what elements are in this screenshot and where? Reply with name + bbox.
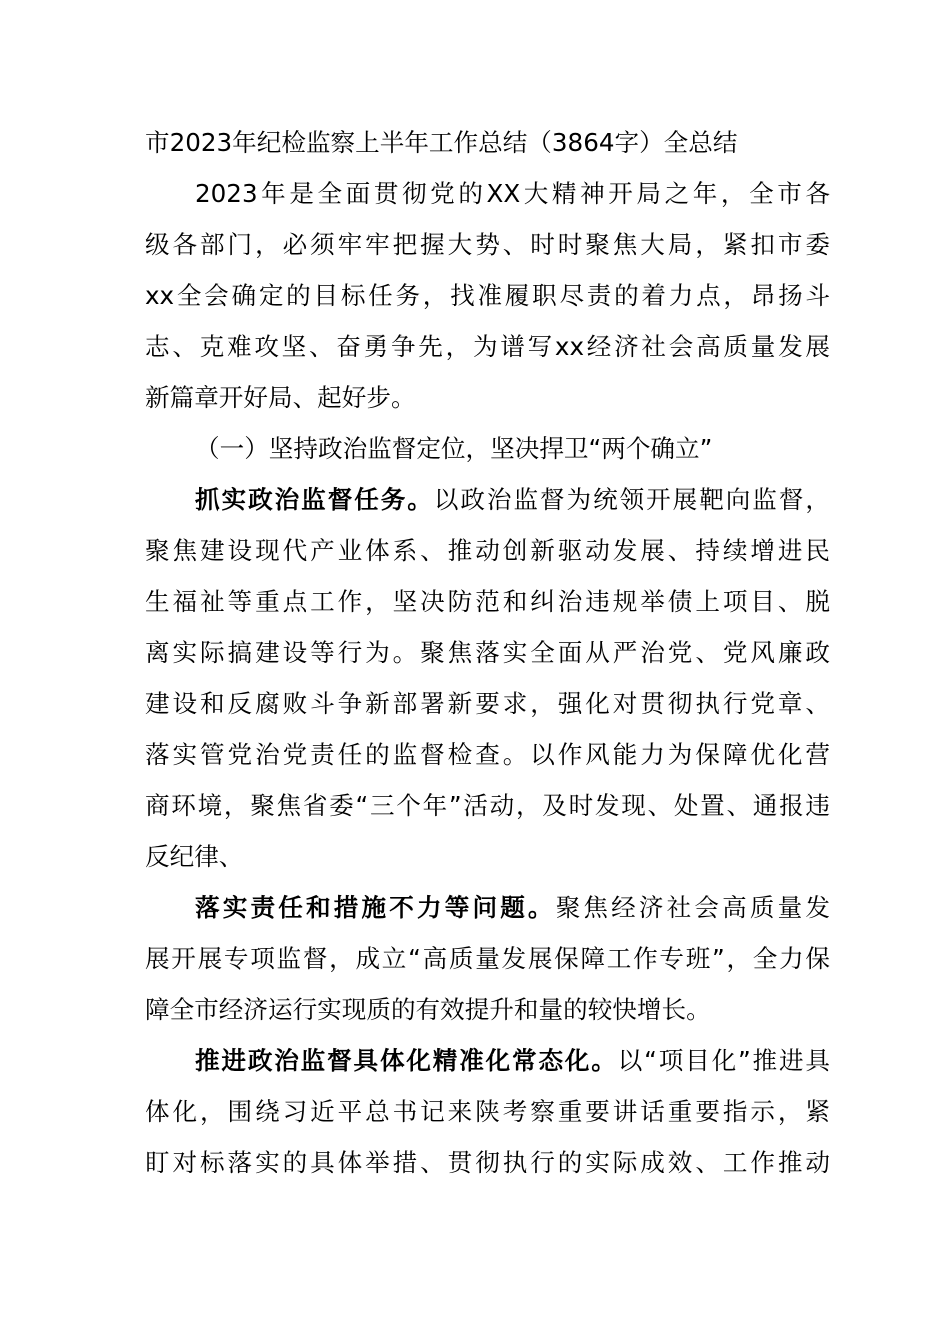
- paragraph-line: 障全市经济运行实现质的有效提升和量的较快增长。: [145, 995, 711, 1024]
- paragraph-line: 商环境，聚焦省委“三个年”活动，及时发现、处置、通报违: [145, 791, 830, 820]
- paragraph-line: 盯对标落实的具体举措、贯彻执行的实际成效、工作推动: [145, 1148, 830, 1177]
- paragraph-lead: 推进政治监督具体化精准化常态化。: [195, 1046, 618, 1075]
- paragraph-line: 聚焦建设现代产业体系、推动创新驱动发展、持续增进民: [145, 536, 830, 565]
- paragraph-line: 体化，围绕习近平总书记来陕考察重要讲话重要指示，紧: [145, 1097, 830, 1126]
- paragraph-line: 离实际搞建设等行为。聚焦落实全面从严治党、党风廉政: [145, 638, 830, 667]
- paragraph-lead: 落实责任和措施不力等问题。: [195, 893, 556, 922]
- paragraph-line: 反纪律、: [145, 842, 244, 871]
- paragraph-first-line: [145, 474, 830, 525]
- intro-line: 新篇章开好局、起好步。: [145, 383, 416, 412]
- intro-line: 2023年是全面贯彻党的XX大精神开局之年，全市各: [195, 179, 830, 208]
- section-heading: （一）坚持政治监督定位，坚决捍卫“两个确立”: [195, 434, 713, 463]
- paragraph-line: 生福祉等重点工作，坚决防范和纠治违规举债上项目、脱: [145, 587, 830, 616]
- paragraph-first-line: [145, 882, 830, 933]
- intro-line: xx全会确定的目标任务，找准履职尽责的着力点，昂扬斗: [145, 281, 830, 310]
- paragraph-line: 建设和反腐败斗争新部署新要求，强化对贯彻执行党章、: [145, 689, 830, 718]
- paragraph-text: 聚焦经济社会高质量发: [555, 893, 830, 922]
- paragraph-line: 落实管党治党责任的监督检查。以作风能力为保障优化营: [145, 740, 830, 769]
- intro-line: 级各部门，必须牢牢把握大势、时时聚焦大局，紧扣市委: [145, 230, 830, 259]
- paragraph-lead: 抓实政治监督任务。: [195, 485, 434, 514]
- intro-line: 志、克难攻坚、奋勇争先，为谱写xx经济社会高质量发展: [145, 332, 830, 361]
- document-title: 市2023年纪检监察上半年工作总结（3864字）全总结: [145, 128, 738, 157]
- paragraph-line: 展开展专项监督，成立“高质量发展保障工作专班”，全力保: [145, 944, 830, 973]
- document-page: [145, 117, 830, 1188]
- paragraph-text: 以政治监督为统领开展靶向监督，: [433, 485, 830, 514]
- paragraph-first-line: [145, 1035, 830, 1086]
- paragraph-text: 以“项目化”推进具: [617, 1046, 830, 1075]
